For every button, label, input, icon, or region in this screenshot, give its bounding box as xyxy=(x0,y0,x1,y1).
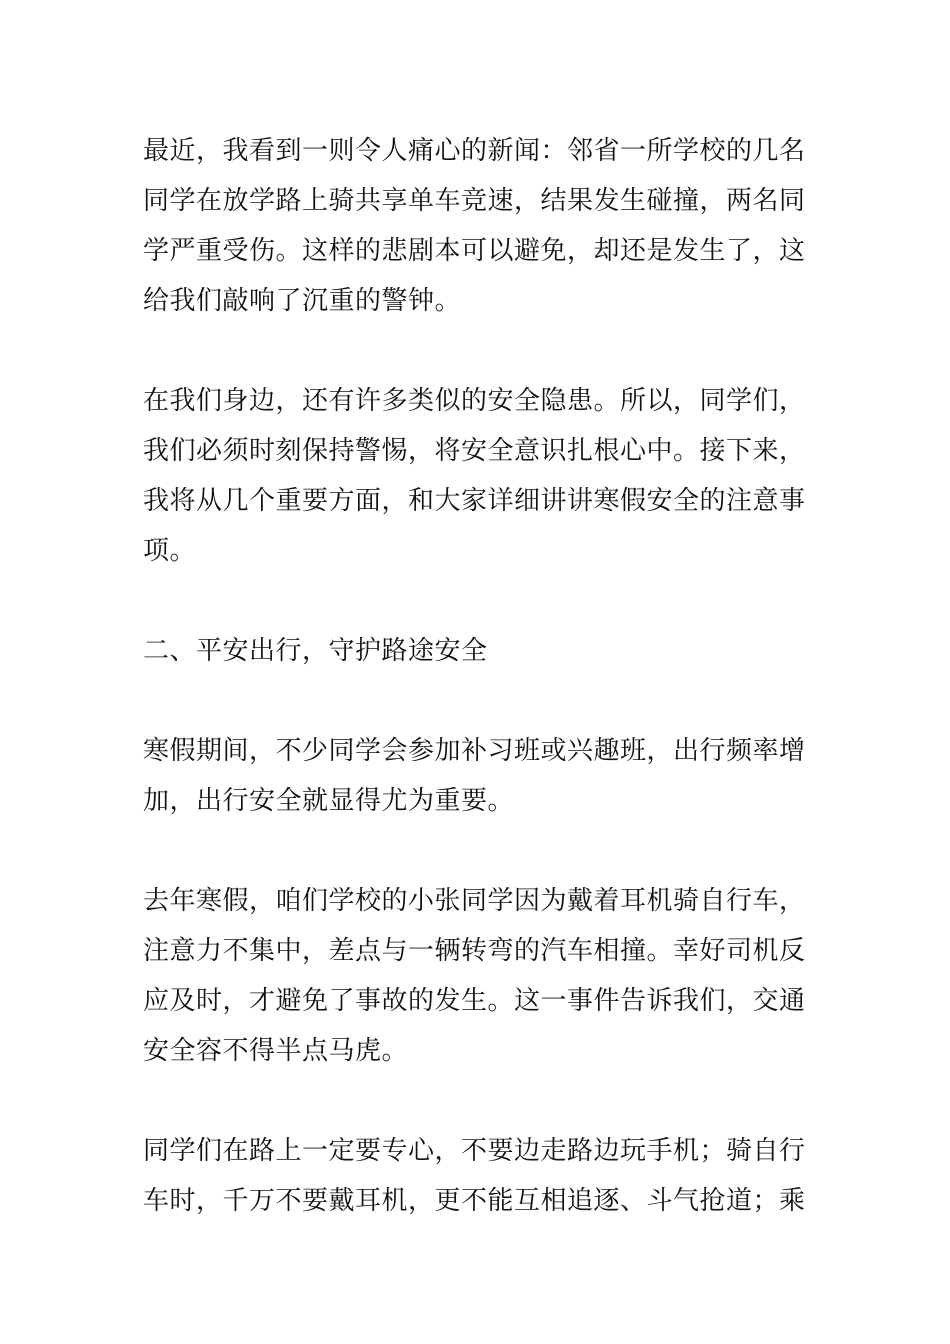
section-heading-text: 二、平安出行，守护路途安全 xyxy=(143,636,488,666)
text-line: 我们必须时刻保持警惕，将安全意识扎根心中。接下来， xyxy=(143,436,806,466)
paragraph-safety-hazards xyxy=(143,376,809,576)
text-line: 加，出行安全就显得尤为重要。 xyxy=(143,786,515,816)
text-line: 去年寒假，咱们学校的小张同学因为戴着耳机骑自行车， xyxy=(143,886,806,916)
paragraph-news-story xyxy=(143,126,809,326)
text-line: 同学在放学路上骑共享单车竞速，结果发生碰撞，两名同 xyxy=(143,186,806,216)
text-line: 同学们在路上一定要专心，不要边走路边玩手机；骑自行 xyxy=(143,1136,806,1166)
text-line: 注意力不集中，差点与一辆转弯的汽车相撞。幸好司机反 xyxy=(143,936,806,966)
paragraph-incident-example xyxy=(143,876,809,1076)
text-line: 学严重受伤。这样的悲剧本可以避免，却还是发生了，这 xyxy=(143,236,806,266)
text-line: 车时，千万不要戴耳机，更不能互相追逐、斗气抢道；乘 xyxy=(143,1186,806,1216)
text-line: 给我们敲响了沉重的警钟。 xyxy=(143,286,462,316)
text-line: 寒假期间，不少同学会参加补习班或兴趣班，出行频率增 xyxy=(143,736,806,766)
text-line: 在我们身边，还有许多类似的安全隐患。所以，同学们， xyxy=(143,386,806,416)
text-line: 项。 xyxy=(143,536,197,566)
text-line: 我将从几个重要方面，和大家详细讲讲寒假安全的注意事 xyxy=(143,486,806,516)
paragraph-road-advice xyxy=(143,1126,809,1226)
text-line: 应及时，才避免了事故的发生。这一事件告诉我们，交通 xyxy=(143,986,806,1016)
paragraph-winter-travel xyxy=(143,726,809,826)
text-line: 安全容不得半点马虎。 xyxy=(143,1036,409,1066)
paragraph-spacer xyxy=(143,326,809,376)
text-line: 最近，我看到一则令人痛心的新闻：邻省一所学校的几名 xyxy=(143,136,806,166)
paragraph-spacer xyxy=(143,676,809,726)
paragraph-spacer xyxy=(143,576,809,626)
paragraph-spacer xyxy=(143,826,809,876)
section-heading xyxy=(143,626,809,676)
document-body xyxy=(143,126,809,1226)
paragraph-spacer xyxy=(143,1076,809,1126)
